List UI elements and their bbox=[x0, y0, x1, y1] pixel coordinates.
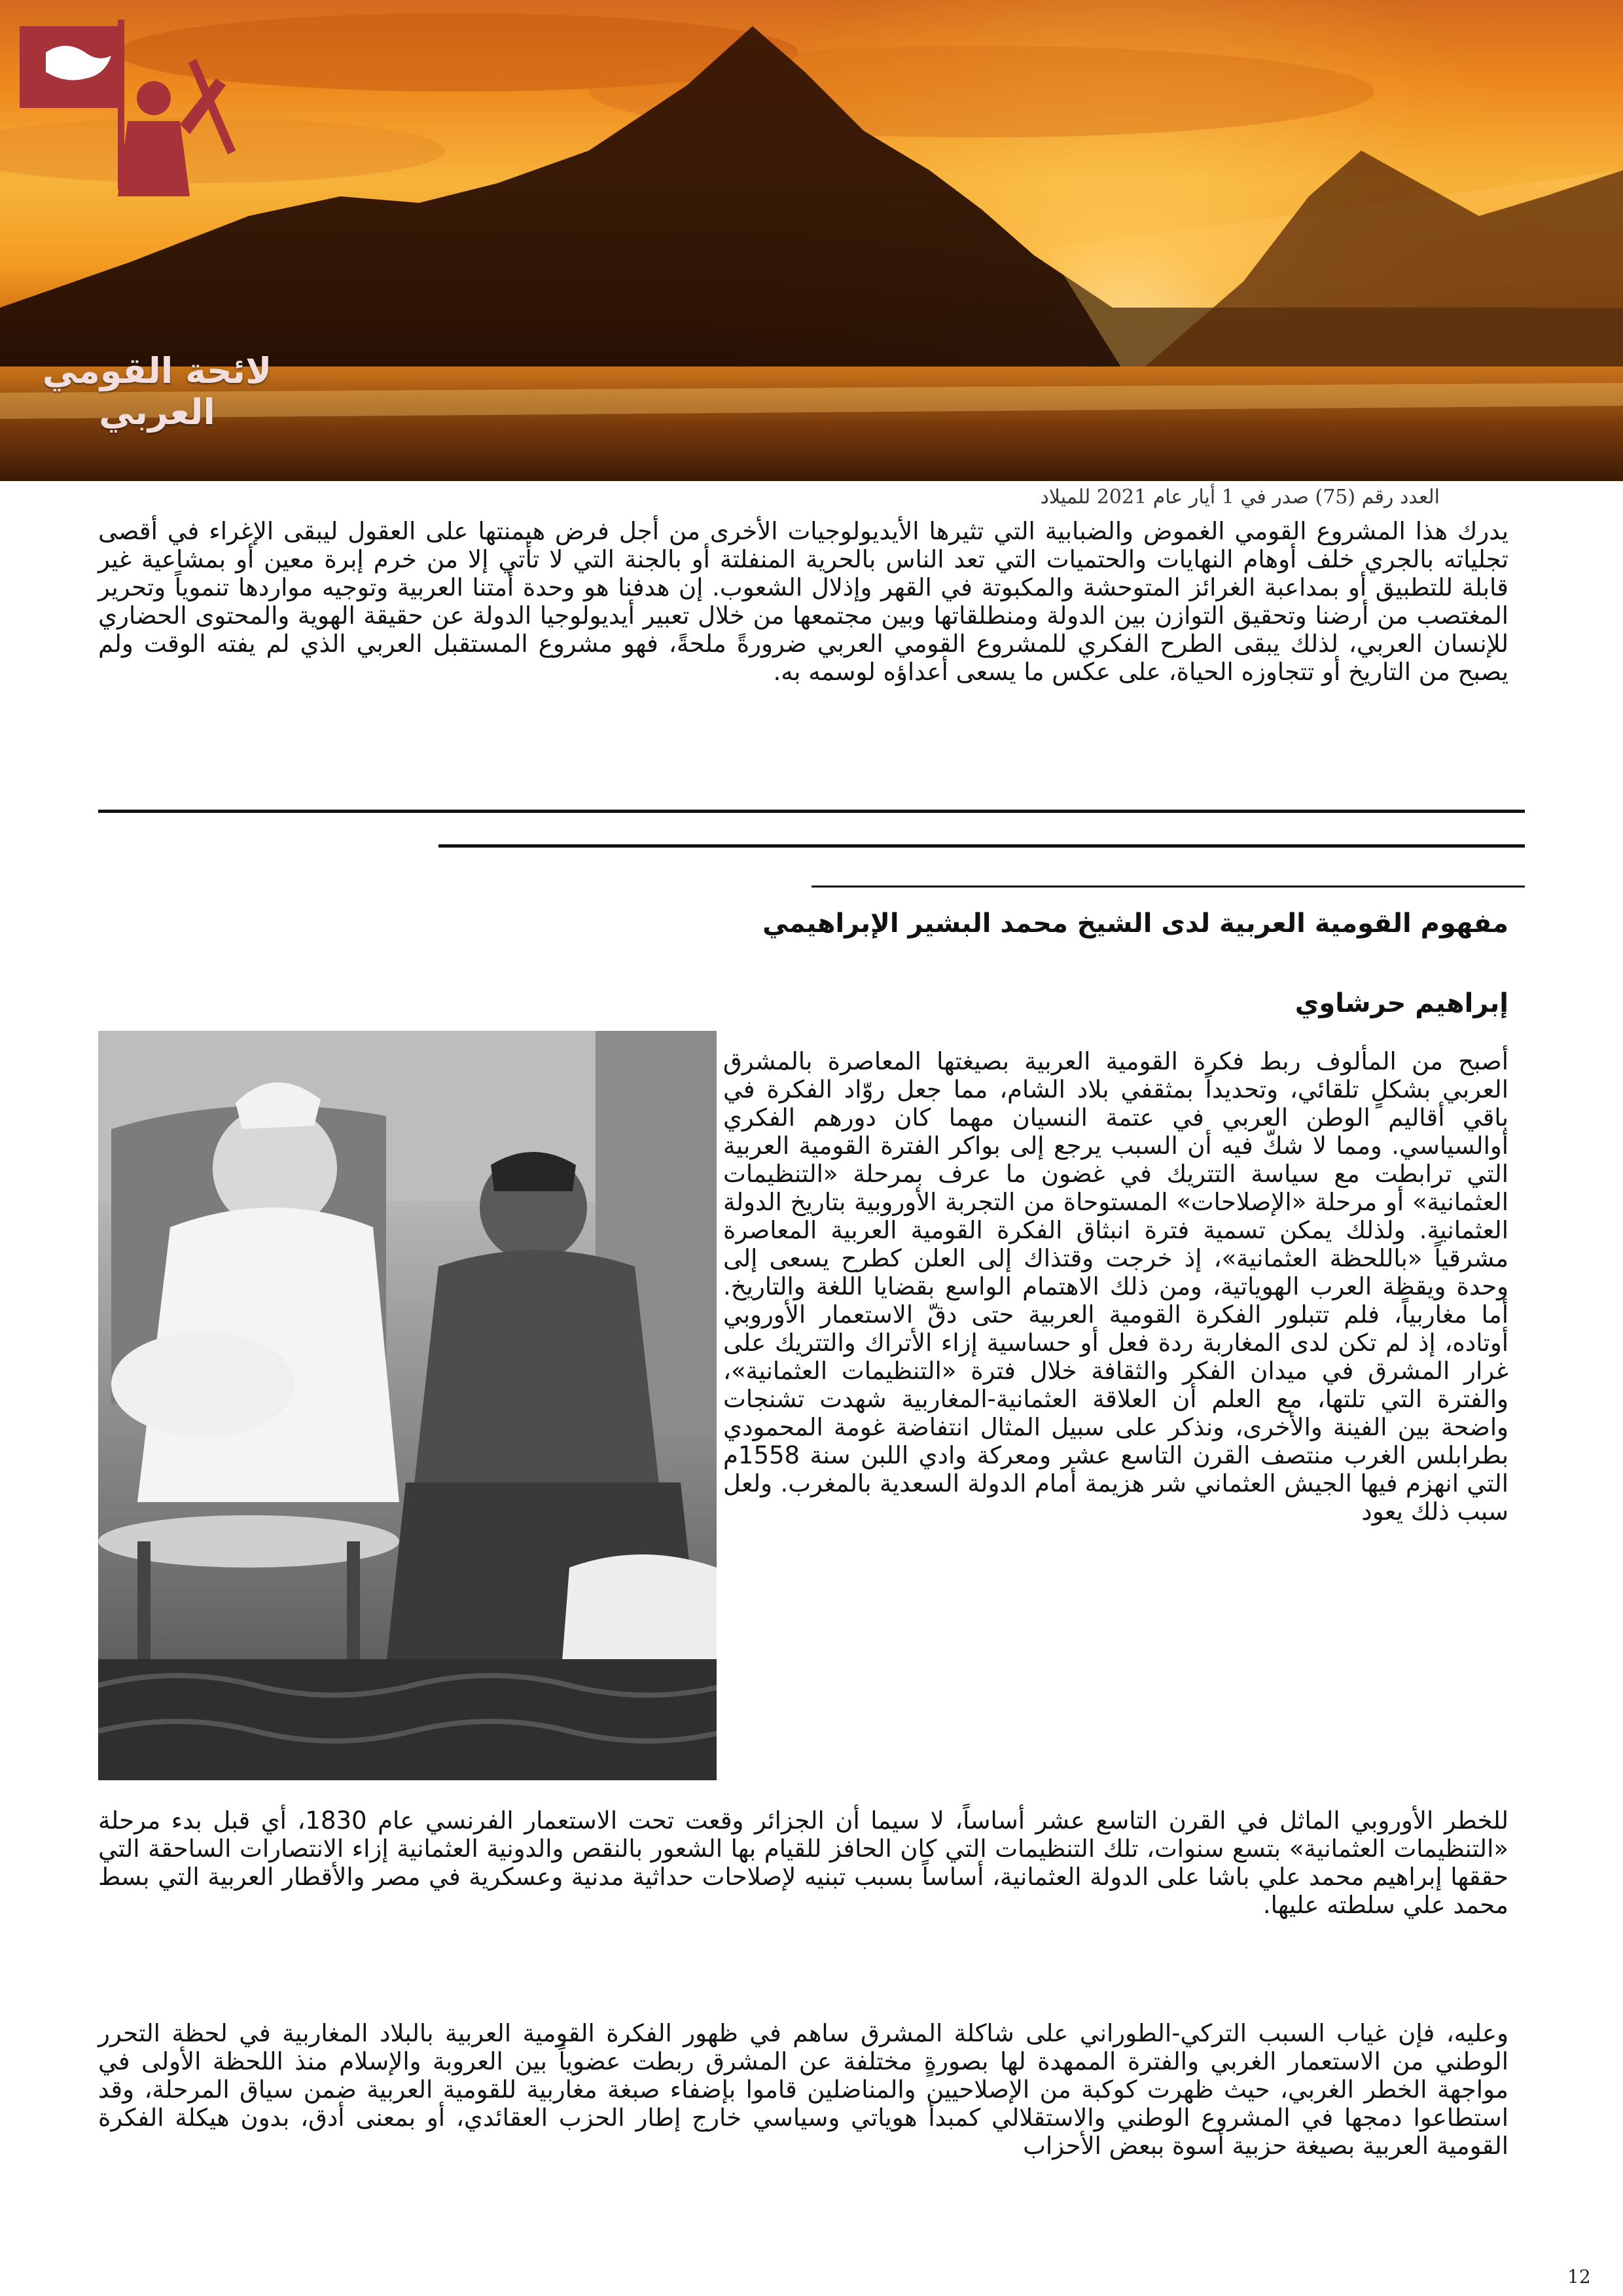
page-number: 12 bbox=[1567, 2266, 1591, 2287]
divider-rule bbox=[438, 844, 1525, 848]
historical-photo-image bbox=[98, 1031, 717, 1780]
intro-paragraph: يدرك هذا المشروع القومي الغموض والضبابية التي تثيرها الأيديولوجيات الأخرى من أجل فرض هيمنتها على العقول ليبقى الإغراء في أقصى تجلياته بالجري خلف أوهام النهايات والحتميات التي تعد الناس بالحرية المنفلتة أو بالجنة التي لا تأتي إلا من خرم إبرة معين أو بمشاعية غير قابلة للتطبيق أو بمداعبة الغرائز المتوحشة والمكبوتة في القهر وإذلال الشعوب. إن هدفنا هو وحدة أمتنا العربية وتوجيه مواردها تنموياً وتحرير المغتصب من أرضنا وتحقيق التوازن بين الدولة ومنطلقاتها وبين مجتمعها من خلال تعبير أيديولوجيا الدولة عن حقيقة الهوية والمحتوى الحضاري للإنسان العربي، لذلك يبقى الطرح الفكري للمشروع القومي العربي ضرورةً ملحةً، فهو مشروع المستقبل العربي الذي لم يفته الوقت ولم يصبح من التاريخ أو تتجاوزه الحياة، على عكس ما يسعى أعداؤه لوسمه به. bbox=[98, 517, 1508, 686]
article-author: إبراهيم حرشاوي bbox=[1294, 988, 1508, 1018]
historical-photo bbox=[98, 1031, 717, 1780]
article-paragraph-1-part-a: أصبح من المألوف ربط فكرة القومية العربية بصيغتها المعاصرة بالمشرق العربي بشكلٍ تلقائي، وتحديداً بمثقفي بلاد الشام، مما جعل روّاد الفكرة في باقي أقاليم الوطن العربي في عتمة النسيان مهما كان دورهم الفكري أوالسياسي. ومما لا شكّ فيه أن السبب يرجع إلى بواكر الفترة القومية العربية التي ترابطت مع سياسة التتريك في غضون ما عرف بمرحلة «التنظيمات العثمانية» أو مرحلة «الإصلاحات» المستوحاة من التجربة الأوروبية بتاريخ الدولة العثمانية. ولذلك يمكن تسمية فترة انبثاق الفكرة القومية العربية المعاصرة مشرقياً «باللحظة العثمانية»، إذ خرجت وقتذاك إلى العلن كطرح يسعى إلى وحدة ويقظة العرب الهوياتية، ومن ذلك الاهتمام الواسع بقضايا اللغة والتاريخ. أما مغاربياً، فلم تتبلور الفكرة القومية العربية حتى دقّ الاستعمار الأوروبي أوتاده، إذ لم تكن لدى المغاربة ردة فعل أو حساسية إزاء الأتراك والتتريك على غرار المشرق في ميدان الفكر والثقافة خلال فترة «التنظيمات العثمانية»، والفترة التي تلتها، مع العلم أن العلاقة العثمانية-المغاربية شهدت تشنجات واضحة بين الفينة والأخرى، ونذكر على سبيل المثال انتفاضة غومة المحمودي بطرابلس الغرب منتصف القرن التاسع عشر ومعركة وادي اللبن سنة 1558م التي انهزم فيها الجيش العثماني شر هزيمة أمام الدولة السعدية بالمغرب. ولعل سبب ذلك يعود bbox=[723, 1047, 1508, 1526]
divider-rule bbox=[98, 810, 1525, 813]
issue-line: العدد رقم (75) صدر في 1 أيار عام 2021 للميلاد bbox=[1040, 486, 1440, 509]
article-paragraph-1-part-b: للخطر الأوروبي الماثل في القرن التاسع عشر أساساً، لا سيما أن الجزائر وقعت تحت الاستعمار الفرنسي عام 1830، أي قبل بدء مرحلة «التنظيمات العثمانية» بتسع سنوات، تلك التنظيمات التي كان الحافز للقيام بها الشعور بالنقص والدونية العثمانية إزاء الانتصارات الساحقة التي حققها إبراهيم محمد علي باشا على الدولة العثمانية، أساساً بسبب تبنيه لإصلاحات حداثية مدنية وعسكرية في مصر والأقطار العربية التي بسط محمد علي سلطته عليها. bbox=[98, 1806, 1508, 1919]
header-banner bbox=[0, 0, 1623, 481]
logo-emblem-icon bbox=[0, 0, 275, 255]
article-paragraph-2: وعليه، فإن غياب السبب التركي-الطوراني على شاكلة المشرق ساهم في ظهور الفكرة القومية العربية بالبلاد المغاربية في لحظة التحرر الوطني من الاستعمار الغربي والفترة الممهدة لها بصورةٍ مختلفة عن المشرق ربطت عضوياً بين العروبة والإسلام منذ اللحظة الأولى في مواجهة الخطر الغربي، حيث ظهرت كوكبة من الإصلاحيين والمناضلين قاموا بإضفاء صبغة مغاربية للقومية العربية ضمن سياق المرحلة، وقد استطاعوا دمجها في المشروع الوطني والاستقلالي كمبدأ هوياتي وسياسي خارج إطار الحزب العقائدي، أو بمعنى أدق، بدون هيكلة الفكرة القومية العربية بصيغة حزبية أسوة ببعض الأحزاب bbox=[98, 2019, 1508, 2160]
logo-text: لائحة القومي العربي bbox=[42, 350, 272, 433]
article-title: مفهوم القومية العربية لدى الشيخ محمد البشير الإبراهيمي bbox=[762, 908, 1508, 939]
divider-rule bbox=[812, 886, 1525, 888]
